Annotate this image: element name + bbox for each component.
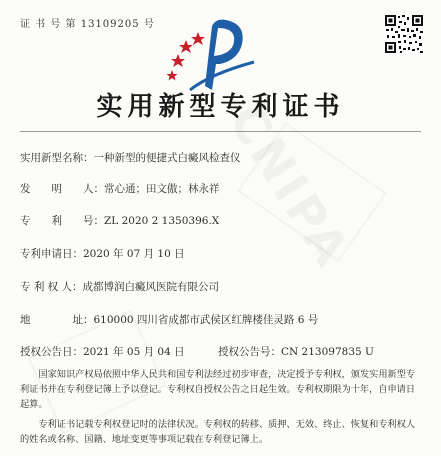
title-divider — [20, 131, 421, 132]
field-label: 地 址： — [20, 314, 94, 326]
field-label: 实用新型名称： — [20, 152, 94, 164]
grant-number-row — [218, 344, 374, 359]
field-value: 一种新型的便捷式白癜风检查仪 — [93, 152, 241, 164]
grant-date-row — [20, 344, 185, 359]
filing-date-row — [20, 246, 185, 261]
notice-paragraph: 国家知识产权局依照中华人民共和国专利法经过初步审查，决定授予专利权，颁发实用新型专利证书并在专利登记簿上予以登记。专利权自授权公告之日起生效。专利权期限为十年，自申请日起算。 — [20, 369, 416, 410]
patentee-row — [20, 279, 219, 294]
address-row — [20, 312, 318, 327]
field-value: CN 213097835 U — [281, 346, 374, 358]
field-label: 授权公告号： — [218, 346, 281, 358]
field-value: 610000 四川省成都市武侯区红牌楼佳灵路 6 号 — [93, 314, 319, 326]
field-value: 常心通；田文傲；林永祥 — [104, 183, 220, 195]
field-value: ZL 2020 2 1350396.X — [104, 215, 220, 227]
field-value: 2021 年 05 月 04 日 — [83, 346, 185, 358]
certificate-title: 实用新型专利证书 — [96, 92, 345, 122]
field-label: 专利申请日： — [20, 248, 83, 260]
certificate-number: 证 书 号 第 13109205 号 — [20, 19, 155, 30]
field-label: 专 利 号： — [20, 215, 104, 227]
utility-model-name-row — [20, 150, 241, 165]
inventor-row — [20, 181, 220, 196]
field-label: 专 利 权 人： — [20, 281, 83, 293]
field-value: 2020 年 07 月 10 日 — [83, 248, 185, 260]
field-label: 发 明 人： — [20, 183, 104, 195]
patent-number-row — [20, 213, 219, 228]
notice-paragraph: 专利证书记载专利权登记时的法律状况。专利权的转移、质押、无效、终止、恢复和专利权人的姓名或名称、国籍、地址变更等事项记载在专利登记簿上。 — [20, 419, 416, 445]
field-value: 成都博润白癜风医院有限公司 — [82, 281, 220, 293]
field-label: 授权公告日： — [20, 346, 83, 358]
qr-code — [384, 14, 424, 54]
cnipa-logo — [150, 4, 260, 96]
